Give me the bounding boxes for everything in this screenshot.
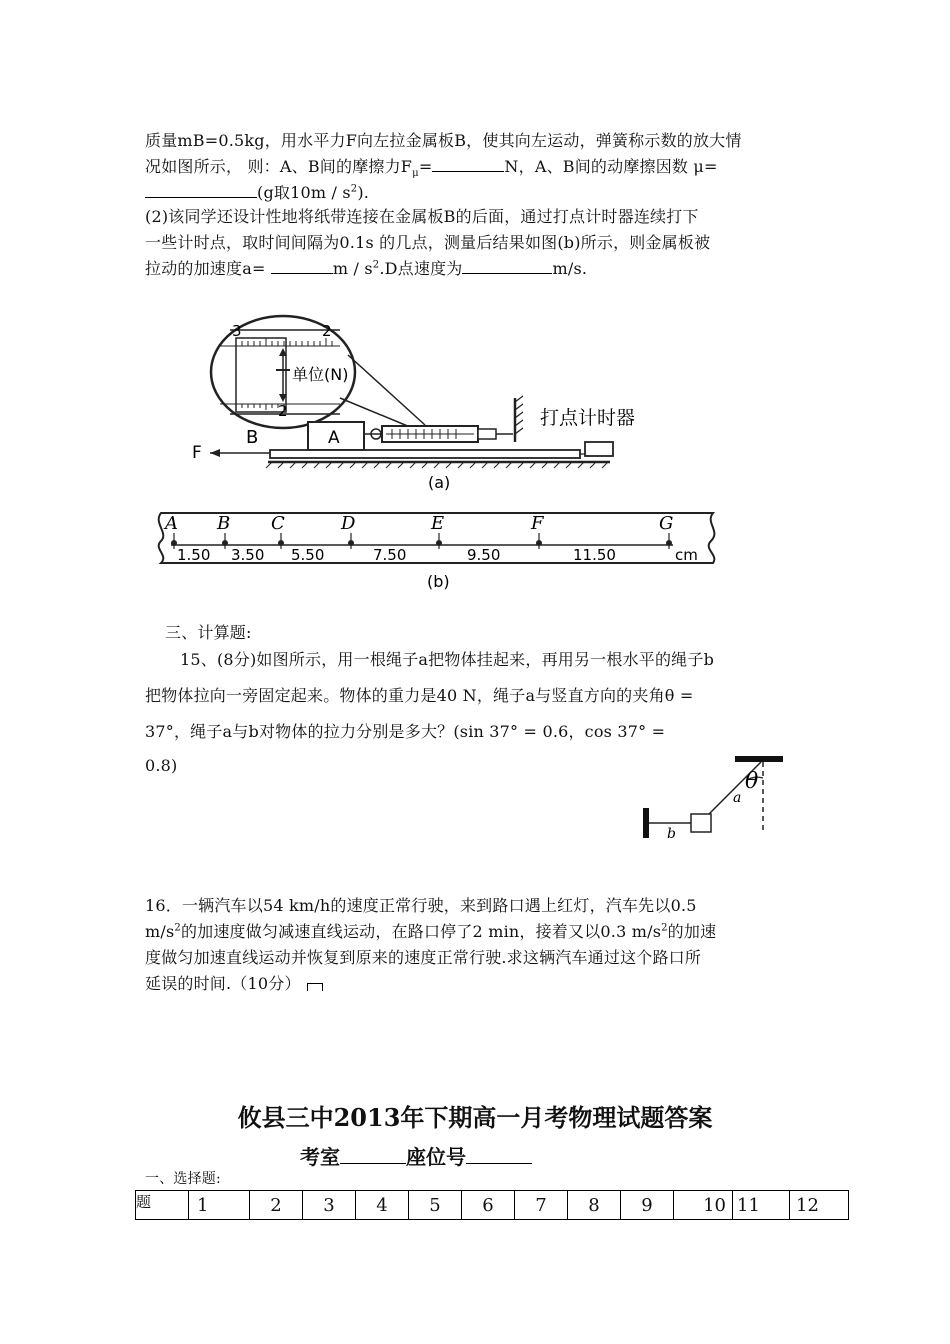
answer-cell[interactable]: 10: [674, 1191, 733, 1220]
q16-line3: 度做匀加速直线运动并恢复到原来的速度正常行驶.求这辆汽车通过这个路口所: [145, 948, 702, 967]
point-a: A: [165, 513, 178, 534]
scale-bottom: 2: [278, 402, 288, 420]
q16-line4: 延误的时间.（10分）: [145, 971, 323, 994]
answer-table: [135, 1190, 849, 1220]
section3-heading: 三、计算题:: [165, 623, 252, 642]
point-b: B: [217, 513, 231, 534]
answer-cell[interactable]: 3: [303, 1191, 356, 1220]
q14-line6: 拉动的加速度$a= m / s^2.D$点速度为 m/s.: [145, 259, 588, 278]
friction-blank[interactable]: [432, 157, 504, 172]
seat-blank[interactable]: [466, 1145, 532, 1164]
caption-a: (a): [428, 473, 451, 492]
answer-cell[interactable]: 12: [790, 1191, 849, 1220]
rope-a-label: a: [733, 790, 742, 806]
point-d: D: [341, 513, 356, 534]
point-f: F: [531, 513, 544, 534]
q15-line3: 37°，绳子a与b对物体的拉力分别是多大？(sin 37° = 0.6，cos 37° =: [145, 722, 666, 741]
room-seat-line: 考室 座位号: [300, 1141, 532, 1170]
answer-cell[interactable]: 8: [568, 1191, 621, 1220]
answer-cell[interactable]: 9: [621, 1191, 674, 1220]
figure-q15-ropes: [635, 750, 795, 850]
q14-line2: 况如图所示， 则：A、B间的摩擦力$F_\mu= N$，A、B间的动摩擦因数 μ=: [145, 157, 718, 180]
answer-cell[interactable]: 5: [409, 1191, 462, 1220]
q14-line5: 一些计时点，取时间间隔为0.1s 的几点，测量后结果如图(b)所示，则金属板被: [145, 233, 711, 252]
q16-line1: 16．一辆汽车以54 km/h的速度正常行驶，来到路口遇上红灯，汽车先以0.5: [145, 896, 697, 915]
timer-label: 打点计时器: [540, 407, 636, 429]
dist-cd: 5.50: [291, 546, 325, 564]
mu-blank[interactable]: [145, 183, 257, 198]
answer-title: 攸县三中2013年下期高一月考物理试题答案: [237, 1103, 713, 1132]
scale-top-right: 2: [322, 322, 332, 340]
scale-top-left: 3: [232, 322, 242, 340]
table-row: [136, 1191, 849, 1220]
dist-ef: 9.50: [467, 546, 501, 564]
header-cell-label: 题: [136, 1191, 189, 1220]
unit-label: 单位(N): [292, 365, 349, 384]
caption-b: (b): [427, 572, 450, 591]
dist-de: 7.50: [373, 546, 407, 564]
small-box-icon: [307, 983, 323, 991]
q14-line3: (g取$10m / s^2$).: [145, 180, 369, 203]
point-c: C: [271, 513, 285, 534]
answer-cell[interactable]: 1: [189, 1191, 250, 1220]
velocity-blank[interactable]: [462, 259, 552, 274]
q16-line2: $m/s^2$的加速度做匀减速直线运动，在路口停了2 min，接着又以0.3 $m/s^2$的加速: [145, 922, 717, 941]
section1-heading: 一、选择题:: [145, 1171, 221, 1187]
theta-label: θ: [745, 769, 759, 794]
dist-bc: 3.50: [231, 546, 265, 564]
answer-cell[interactable]: 6: [462, 1191, 515, 1220]
point-g: G: [659, 513, 674, 534]
label-f: F: [192, 443, 202, 463]
q14-line1: 质量mB=0.5kg，用水平力F向左拉金属板B，使其向左运动，弹簧称示数的放大情: [145, 131, 742, 150]
rope-b-label: b: [667, 826, 676, 842]
answer-cell[interactable]: 4: [356, 1191, 409, 1220]
q15-line4: 0.8): [145, 756, 178, 775]
point-e: E: [431, 513, 445, 534]
figure-b-tape: [145, 505, 735, 600]
q15-line2: 把物体拉向一旁固定起来。物体的重力是40 N，绳子a与竖直方向的夹角θ =: [145, 686, 694, 705]
unit-cm: cm: [675, 546, 698, 564]
label-a: A: [328, 428, 340, 448]
answer-cell[interactable]: 11: [733, 1191, 790, 1220]
acceleration-blank[interactable]: [271, 259, 333, 274]
answer-cell[interactable]: 2: [250, 1191, 303, 1220]
answer-cell[interactable]: 7: [515, 1191, 568, 1220]
q15-line1: 15、(8分)如图所示，用一根绳子a把物体挂起来，再用另一根水平的绳子b: [180, 650, 715, 669]
label-b: B: [246, 427, 259, 448]
dist-fg: 11.50: [573, 546, 616, 564]
room-blank[interactable]: [340, 1145, 406, 1164]
dist-ab: 1.50: [177, 546, 211, 564]
q14-line4: (2)该同学还设计性地将纸带连接在金属板B的后面，通过打点计时器连续打下: [145, 207, 699, 226]
figure-a-apparatus: [180, 310, 700, 500]
